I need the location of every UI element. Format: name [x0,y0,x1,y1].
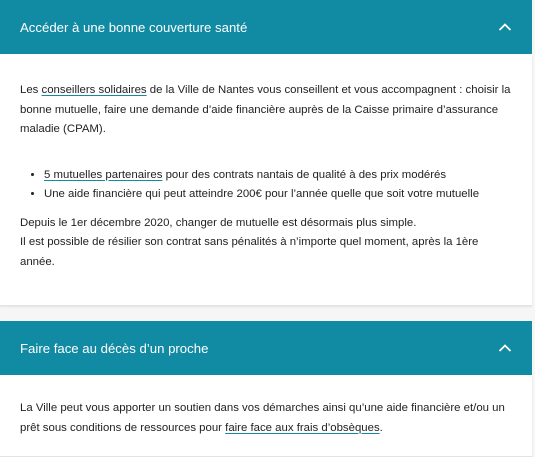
list-item [44,166,512,186]
frais-obseques-link[interactable]: faire face aux frais d’obsèques [225,421,380,434]
list-item [44,185,512,205]
conseillers-solidaires-link[interactable]: conseillers solidaires [41,84,147,96]
accordion-header-sante[interactable] [0,0,532,54]
accordion-title: Faire face au décès d’un proche [20,340,209,356]
body-text-start: La Ville peut vous apporter un soutien dans vos démarches ainsi qu’une aide financière et/ou un prêt sous conditions de ressources pour [20,402,505,434]
chevron-up-icon[interactable] [498,343,512,353]
accordion-section-deces [0,321,532,457]
accordion-content-sante [0,54,532,306]
accordion-header-deces[interactable] [0,321,532,375]
body-paragraph [20,399,512,438]
mutuelles-partenaires-link[interactable]: 5 mutuelles partenaires [44,168,163,181]
intro-text-start: Les [20,84,42,96]
intro-paragraph [20,81,512,140]
accordion-content-deces [0,375,532,457]
list-item-text: pour des contrats nantais de qualité à des prix modérés [162,168,447,181]
list-item-text: Une aide financière qui peut atteindre 200€ pour l’année quelle que soit votre mutuelle [44,188,480,200]
chevron-up-icon[interactable] [498,22,512,32]
info-line: Depuis le 1er décembre 2020, changer de mutuelle est désormais plus simple. [20,216,417,229]
intro-text-end: de la Ville de Nantes vous conseillent et vous accompagnent : choisir la bonne mutuelle, faire une demande d’aide financière auprès de la Caisse primaire d’assurance maladie (CPAM). [20,84,511,135]
accordion-title: Accéder à une bonne couverture santé [20,19,248,35]
benefits-list [20,166,512,205]
info-line: Il est possible de résilier son contrat sans pénalités à n’importe quel moment, après la 1ère année. [20,236,479,268]
body-text-end: . [379,421,383,434]
